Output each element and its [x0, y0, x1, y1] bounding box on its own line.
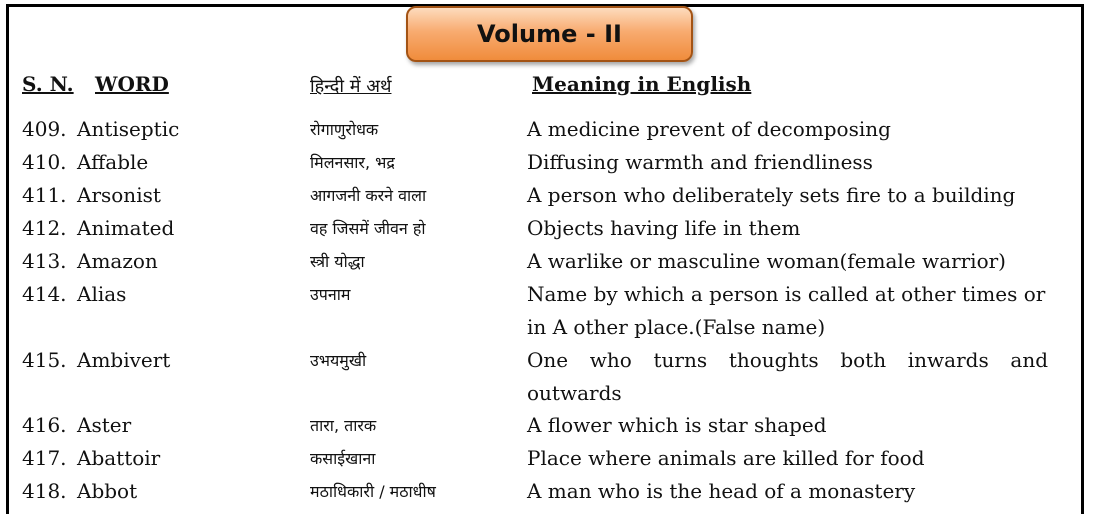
row-english-meaning: A flower which is star shaped: [527, 413, 827, 437]
english-line-1: Name by which a person is called at other times or: [527, 282, 1046, 306]
row-serial: 418.: [22, 479, 67, 503]
row-english-meaning: Place where animals are killed for food: [527, 446, 925, 470]
row-hindi-meaning: तारा, तारक: [310, 416, 377, 435]
row-hindi-meaning: रोगाणुरोधक: [310, 120, 379, 139]
english-line-2: outwards: [527, 381, 622, 405]
row-english-meaning: A man who is the head of a monastery: [527, 479, 916, 503]
row-english-meaning: A medicine prevent of decomposing: [527, 117, 891, 141]
row-word: Arsonist: [77, 183, 161, 207]
row-english-meaning: [527, 278, 1048, 344]
row-hindi-meaning: आगजनी करने वाला: [310, 186, 427, 205]
row-hindi-meaning: वह जिसमें जीवन हो: [310, 219, 426, 238]
row-word: Amazon: [77, 249, 158, 273]
row-word: Affable: [77, 150, 149, 174]
row-hindi-meaning: मठाधिकारी / मठाधीष: [310, 482, 436, 501]
row-serial: 414.: [22, 282, 67, 306]
english-line-1: One who turns thoughts both inwards and: [527, 348, 1048, 372]
row-english-meaning: A warlike or masculine woman(female warrior): [527, 249, 1006, 273]
header-word: WORD: [95, 72, 169, 96]
row-serial: 417.: [22, 446, 67, 470]
header-sn: S. N.: [22, 72, 74, 96]
row-word: Ambivert: [77, 348, 171, 372]
english-line-2: in A other place.(False name): [527, 315, 826, 339]
row-serial: 412.: [22, 216, 67, 240]
row-word: Animated: [77, 216, 175, 240]
row-word: Abbot: [77, 479, 138, 503]
row-hindi-meaning: उपनाम: [310, 285, 351, 304]
row-hindi-meaning: कसाईखाना: [310, 449, 376, 468]
row-serial: 409.: [22, 117, 67, 141]
row-hindi-meaning: मिलनसार, भद्र: [310, 153, 395, 172]
row-word: Alias: [77, 282, 127, 306]
row-english-meaning: A person who deliberately sets fire to a building: [527, 183, 1016, 207]
row-word: Abattoir: [77, 446, 161, 470]
row-english-meaning: Objects having life in them: [527, 216, 801, 240]
row-hindi-meaning: स्त्री योद्धा: [310, 252, 365, 271]
row-english-meaning: Diffusing warmth and friendliness: [527, 150, 873, 174]
row-word: Aster: [77, 413, 132, 437]
row-serial: 415.: [22, 348, 67, 372]
row-hindi-meaning: उभयमुखी: [310, 351, 367, 370]
row-serial: 413.: [22, 249, 67, 273]
row-serial: 411.: [22, 183, 67, 207]
row-serial: 410.: [22, 150, 67, 174]
header-english-meaning: Meaning in English: [532, 72, 752, 96]
volume-title-button[interactable]: Volume - II: [406, 6, 693, 62]
row-word: Antiseptic: [77, 117, 180, 141]
row-serial: 416.: [22, 413, 67, 437]
row-english-meaning: [527, 344, 1048, 410]
header-hindi-meaning: हिन्दी में अर्थ: [310, 76, 392, 97]
